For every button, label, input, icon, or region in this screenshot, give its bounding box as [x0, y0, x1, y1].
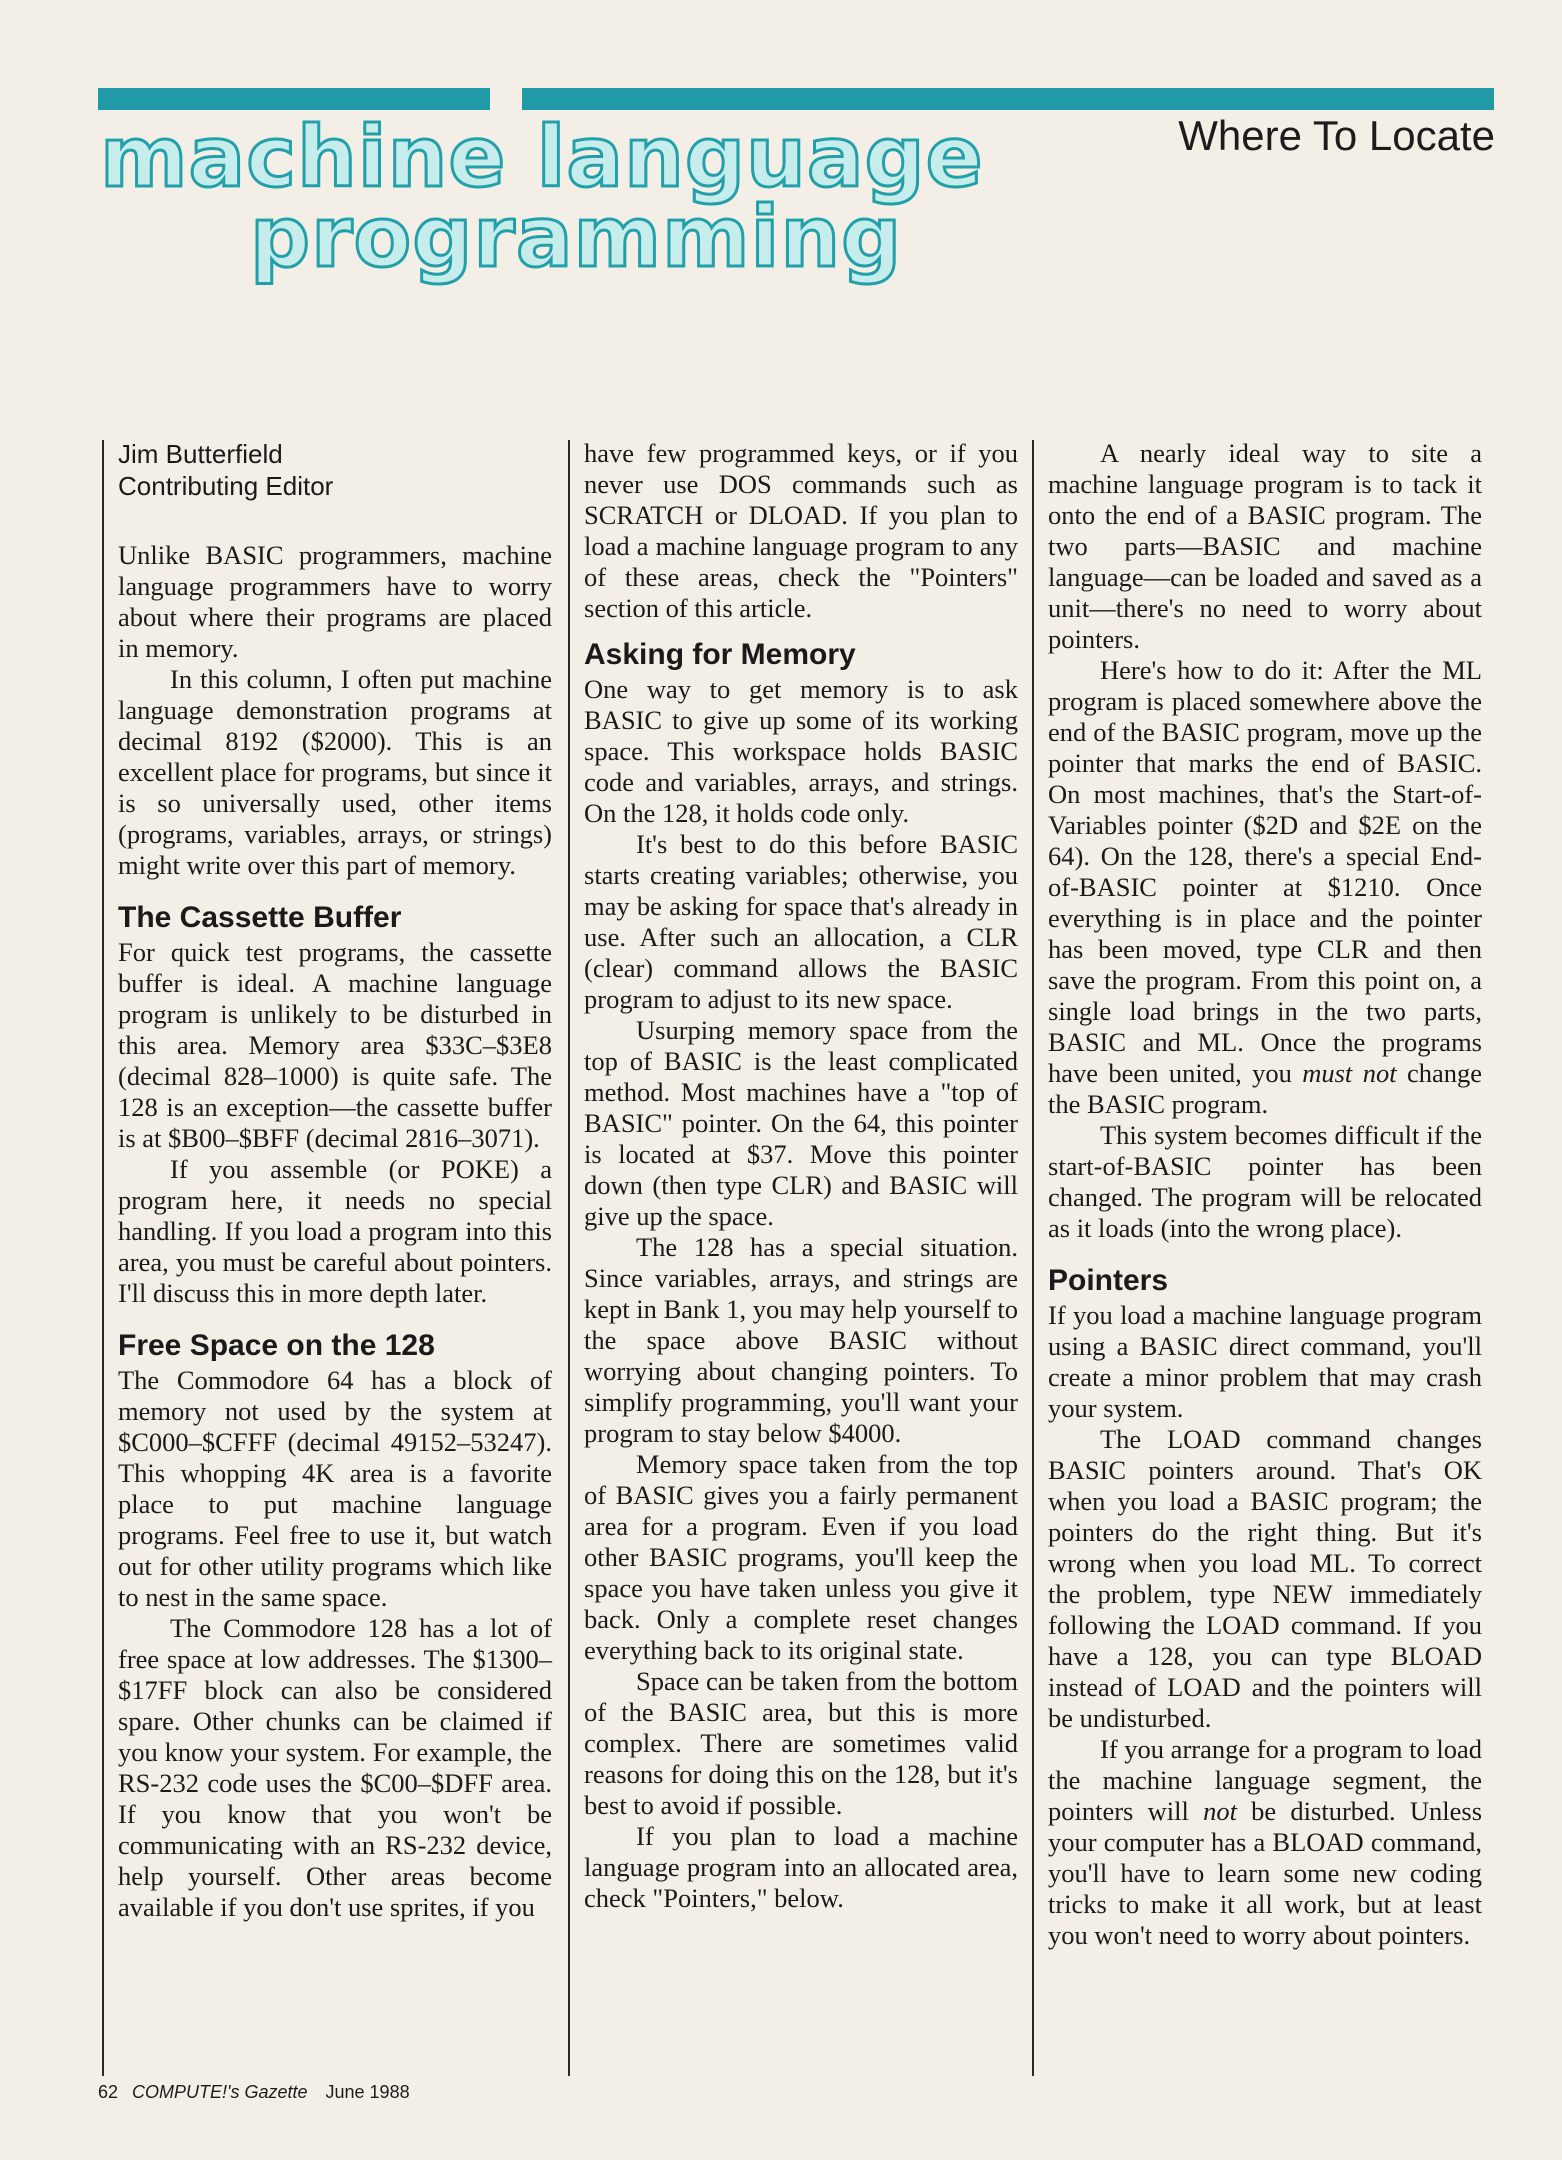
- paragraph-text: Here's how to do it: After the ML program is placed somewhere above the end of the BASIC program, move up the pointer that marks the end of BASIC. On most machines, that's the Start-of-Variables pointer ($2D and $2E on the 64). On the 128, there's a special End-of-BASIC pointer at $1210. Once everything is in place and the pointer has been moved, type CLR and then save the program. From this point on, a single load brings in the two parts, BASIC and ML. Once the programs have been united, you: [1048, 655, 1482, 1088]
- logo-line-2: programming: [250, 188, 903, 286]
- paragraph: Memory space taken from the top of BASIC gives you a fairly permanent area for a program. Even if you load other BASIC programs, you'll keep the space you have taken unless you give it back. Only a complete reset changes everything back to its original state.: [584, 1449, 1018, 1665]
- section-heading: Pointers: [1048, 1264, 1169, 1297]
- publication-name: COMPUTE!'s Gazette: [132, 2082, 308, 2102]
- text-column-1: [118, 438, 552, 1923]
- paragraph: The LOAD command changes BASIC pointers around. That's OK when you load a BASIC program; the pointers do the right thing. But it's wrong when you load ML. To correct the problem, type NEW immediately following the LOAD command. If you have a 128, you can type BLOAD instead of LOAD and the pointers will be undisturbed.: [1048, 1424, 1482, 1733]
- author-role: Contributing Editor: [118, 471, 334, 501]
- paragraph: Unlike BASIC programmers, machine language programmers have to worry about where their programs are placed in memory.: [118, 540, 552, 663]
- section-heading: Free Space on the 128: [118, 1329, 435, 1362]
- paragraph: The 128 has a special situation. Since variables, arrays, and strings are kept in Bank 1, you may help yourself to the space above BASIC without worrying about changing pointers. To simplify programming, you'll want your program to stay below $4000.: [584, 1232, 1018, 1448]
- paragraph: The Commodore 128 has a lot of free space at low addresses. The $1300–$17FF block can also be considered spare. Other chunks can be claimed if you know your system. For example, the RS-232 code uses the $C00–$DFF area. If you know that you won't be communicating with an RS-232 device, help yourself. Other areas become available if you don't use sprites, if you: [118, 1613, 552, 1922]
- paragraph: Usurping memory space from the top of BASIC is the least complicated method. Most machines have a "top of BASIC" pointer. On the 64, this pointer is located at $37. Move this pointer down (then type CLR) and BASIC will give up the space.: [584, 1015, 1018, 1231]
- section-heading: Asking for Memory: [584, 638, 856, 671]
- column-logo: [100, 108, 984, 318]
- paragraph: One way to get memory is to ask BASIC to give up some of its working space. This workspace holds BASIC code and variables, arrays, and strings. On the 128, it holds code only.: [584, 674, 1018, 828]
- text-column-3: [1048, 438, 1482, 1951]
- paragraph-text: change the BASIC program.: [1048, 1058, 1482, 1119]
- section-heading: The Cassette Buffer: [118, 901, 402, 934]
- article-title: Where To Locate: [1178, 112, 1495, 159]
- page-footer: [98, 2082, 410, 2103]
- paragraph: If you assemble (or POKE) a program here, it needs no special handling. If you load a program into this area, you must be careful about pointers. I'll discuss this in more depth later.: [118, 1154, 552, 1308]
- paragraph: Space can be taken from the bottom of the BASIC area, but this is more complex. There are sometimes valid reasons for doing this on the 128, but it's best to avoid if possible.: [584, 1666, 1018, 1820]
- author-name: Jim Butterfield: [118, 439, 283, 469]
- paragraph: It's best to do this before BASIC starts creating variables; otherwise, you may be asking for space that's already in use. After such an allocation, a CLR (clear) command allows the BASIC program to adjust to its new space.: [584, 829, 1018, 1014]
- paragraph: [1048, 655, 1482, 1120]
- column-rule-1: [102, 440, 104, 2076]
- text-column-2: [584, 438, 1018, 1914]
- paragraph: A nearly ideal way to site a machine language program is to tack it onto the end of a BASIC program. The two parts—BASIC and machine language—can be loaded and saved as a unit—there's no need to worry about pointers.: [1048, 438, 1482, 654]
- header-band: [98, 88, 1494, 110]
- emphasis: not: [1203, 1796, 1237, 1826]
- emphasis: must not: [1302, 1058, 1397, 1088]
- logo-line-1: machine language: [100, 108, 984, 206]
- paragraph: The Commodore 64 has a block of memory not used by the system at $C000–$CFFF (decimal 49152–53247). This whopping 4K area is a favorite place to put machine language programs. Feel free to use it, but watch out for other utility programs which like to nest in the same space.: [118, 1365, 552, 1612]
- paragraph: If you load a machine language program using a BASIC direct command, you'll create a minor problem that may crash your system.: [1048, 1300, 1482, 1423]
- header-band-gap: [490, 88, 522, 110]
- paragraph: This system becomes difficult if the start-of-BASIC pointer has been changed. The program will be relocated as it loads (into the wrong place).: [1048, 1120, 1482, 1243]
- paragraph: If you plan to load a machine language program into an allocated area, check "Pointers," below.: [584, 1821, 1018, 1913]
- paragraph: have few programmed keys, or if you never use DOS commands such as SCRATCH or DLOAD. If you plan to load a machine language program to any of these areas, check the "Pointers" section of this article.: [584, 438, 1018, 623]
- byline: [118, 438, 552, 502]
- paragraph: [1048, 1734, 1482, 1951]
- paragraph: For quick test programs, the cassette buffer is ideal. A machine language program is unlikely to be disturbed in this area. Memory area $33C–$3E8 (decimal 828–1000) is quite safe. The 128 is an exception—the cassette buffer is at $B00–$BFF (decimal 2816–3071).: [118, 937, 552, 1153]
- paragraph-text: be disturbed. Unless your computer has a BLOAD command, you'll have to learn some new coding tricks to make it all work, but at least you won't need to worry about pointers.: [1048, 1796, 1483, 1950]
- paragraph: In this column, I often put machine language demonstration programs at decimal 8192 ($2000). This is an excellent place for programs, but since it is so universally used, other items (programs, variables, arrays, or strings) might write over this part of memory.: [118, 664, 552, 880]
- column-rule-2: [568, 440, 570, 2076]
- issue-date: June 1988: [325, 2082, 410, 2102]
- page-number: 62: [98, 2082, 119, 2102]
- paragraph-text: If you arrange for a program to load the machine language segment, the pointers will: [1048, 1734, 1482, 1826]
- column-rule-3: [1032, 440, 1034, 2076]
